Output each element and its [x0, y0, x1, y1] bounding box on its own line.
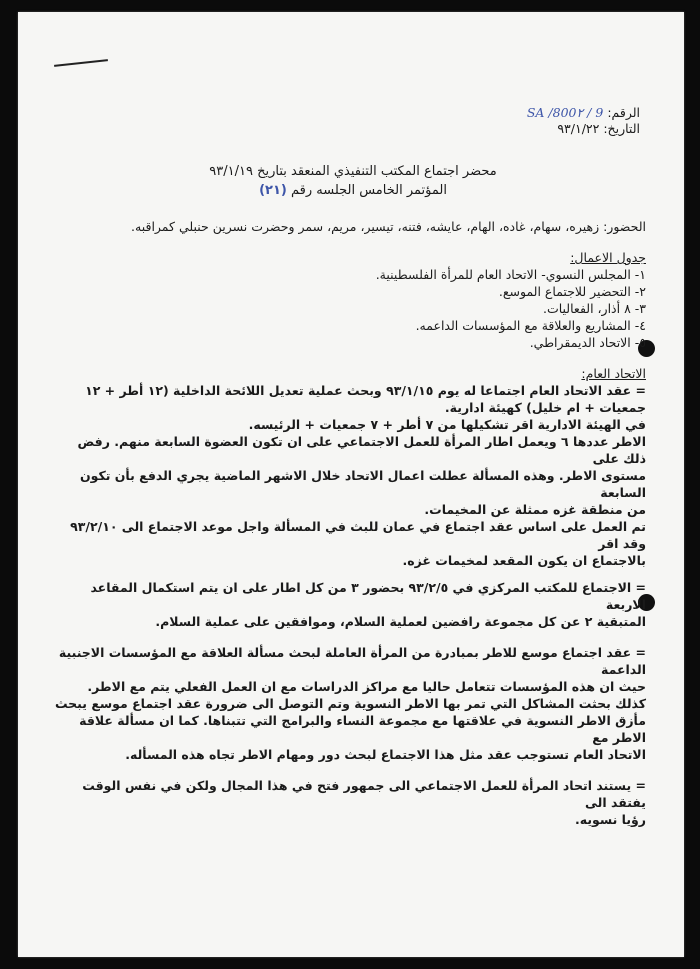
agenda-item: ٣- ٨ أذار، الفعاليات. [542, 301, 646, 316]
date-line [380, 120, 640, 136]
attendance-line: الحضور: زهيره، سهام، غاده، الهام، عايشه، فتنه، تيسير، مريم، سمر وحضرت نسرين حنبلي كمراقبه. [131, 219, 646, 234]
text-line: رؤيا نسويه. [575, 812, 646, 827]
pen-stroke [54, 59, 108, 67]
document-page [18, 12, 684, 957]
session-label: المؤتمر الخامس الجلسه رقم [290, 183, 447, 198]
number-label: الرقم: [607, 105, 640, 120]
text-line: من منطقة غزه ممثلة عن المخيمات. [424, 502, 646, 517]
date-value: ٩٣/١/٢٢ [557, 121, 600, 136]
document-body [54, 218, 646, 828]
text-line: جمعيات + ام خليل) كهيئة ادارية. [444, 400, 646, 415]
agenda-heading: جدول الاعمال: [570, 250, 646, 265]
text-line: كذلك بحثت المشاكل التي تمر بها الاطر النسوية وتم التوصل الى ضرورة عقد اجتماع موسع يبحث [54, 696, 646, 711]
text-line: = يستند اتحاد المرأة للعمل الاجتماعي الى جمهور فتح في هذا المجال ولكن في نفس الوقت يفتقد الى [82, 778, 646, 810]
general-union-para-2 [54, 579, 646, 630]
text-line: مستوى الاطر. وهذه المسألة عطلت اعمال الاتحاد خلال الاشهر الماضية يجري الدفع بأن تكون السابعة [79, 468, 646, 500]
text-line: المتبقية ٢ عن كل مجموعة رافضين لعملية السلام، وموافقين على عملية السلام. [155, 614, 646, 629]
text-line: الاتحاد العام تستوجب عقد مثل هذا الاجتماع لبحث دور ومهام الاطر تجاه هذه المسأله. [125, 747, 646, 762]
text-line: حيث ان هذه المؤسسات تتعامل حاليا مع مراكز الدراسات مع ان العمل الفعلي يتم مع الاطر. [87, 679, 646, 694]
agenda-item: ٢- التحضير للاجتماع الموسع. [498, 284, 646, 299]
agenda-list [54, 266, 646, 351]
agenda-item: ٥- الاتحاد الديمقراطي. [529, 335, 646, 350]
text-line: تم العمل على اساس عقد اجتماع في عمان للبث في المسألة واجل موعد الاجتماع الى ٩٣/٢/١٠ وقد اقر [70, 519, 646, 551]
agenda-item: ٤- المشاريع والعلاقة مع المؤسسات الداعمه. [415, 318, 646, 333]
document-title [138, 162, 568, 200]
general-union-para-4 [54, 777, 646, 828]
text-line: بالاجتماع ان يكون المقعد لمخيمات غزه. [402, 553, 646, 568]
text-line: مأزق الاطر النسوية في علاقتها مع مجموعة النساء والبرامج التي تتبناها. كما ان مسألة علاقة الاطر مع [79, 713, 646, 745]
title-line-1: محضر اجتماع المكتب التنفيذي المنعقد بتاريخ ٩٣/١/١٩ [209, 164, 497, 179]
general-union-heading: الاتحاد العام: [581, 366, 646, 381]
text-line: = عقد اجتماع موسع للاطر بمبادرة من المرأة العاملة لبحث مسألة العلاقة مع المؤسسات الاجنبية الداعمة [58, 645, 646, 677]
text-line: في الهيئة الادارية اقر تشكيلها من ٧ أطر + ٧ جمعيات + الرئيسه. [248, 417, 646, 432]
session-number: (٢١) [259, 183, 287, 198]
text-line: = الاجتماع للمكتب المركزي في ٩٣/٢/٥ بحضور ٣ من كل اطار على ان يتم استكمال المقاعد الاربعة [90, 580, 646, 612]
number-value: 9 / 800٢/ SA [526, 105, 604, 120]
date-label: التاريخ: [603, 121, 640, 136]
title-line-2 [138, 181, 568, 200]
text-line: الاطر عددها ٦ ويعمل اطار المرأة للعمل الاجتماعي على ان تكون العضوة السابعة منهم. رفض ذلك على [77, 434, 646, 466]
general-union-para-1 [54, 382, 646, 569]
general-union-para-3 [54, 644, 646, 763]
agenda-item: ١- المجلس النسوي- الاتحاد العام للمرأة الفلسطينية. [375, 267, 646, 282]
document-meta [380, 104, 640, 136]
number-line [380, 104, 640, 120]
text-line: = عقد الاتحاد العام اجتماعا له يوم ٩٣/١/١٥ وبحث عملية تعديل اللائحة الداخلية (١٢ أطر + ١٢ [85, 383, 646, 398]
